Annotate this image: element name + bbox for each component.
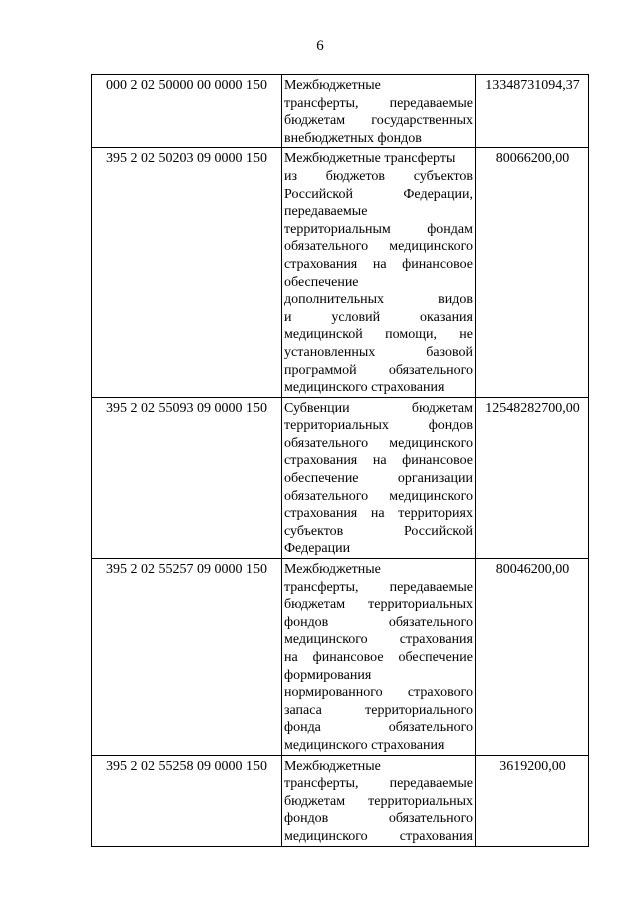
description-line: внебюджетных фондов <box>284 130 422 146</box>
description-line: страхования на территориях <box>284 506 473 522</box>
amount-cell: 80066200,00 <box>476 148 589 397</box>
description-line: бюджетам территориальных <box>284 793 473 809</box>
description-line: трансферты, передаваемые <box>284 95 473 111</box>
page-number: 6 <box>316 38 324 54</box>
table-row <box>92 75 589 148</box>
description-line: Межбюджетные <box>284 758 381 774</box>
budget-table <box>91 74 589 847</box>
description-line: бюджетам государственных <box>284 113 473 129</box>
description-line: субъектов Российской <box>284 523 473 539</box>
description-cell <box>282 397 476 558</box>
description-line: территориальных фондов <box>284 418 473 434</box>
description-line: нормированного страхового <box>284 685 473 701</box>
description-line: Межбюджетные <box>284 562 381 578</box>
description-line: бюджетам территориальных <box>284 597 473 613</box>
description-line: обязательного медицинского <box>284 239 473 255</box>
description-line: Межбюджетные <box>284 78 381 93</box>
description-line: запаса территориального <box>284 702 473 718</box>
table-row <box>92 755 589 846</box>
budget-code-cell: 000 2 02 50000 00 0000 150 <box>92 75 282 148</box>
description-line: дополнительных видов <box>284 292 473 308</box>
description-line: медицинской помощи, не <box>284 327 473 343</box>
description-line: обязательного медицинского <box>284 435 473 451</box>
description-line: медицинского страхования <box>284 828 473 844</box>
table-row <box>92 397 589 558</box>
description-line: трансферты, передаваемые <box>284 579 473 595</box>
description-line: страхования на финансовое <box>284 256 473 272</box>
description-line: Российской Федерации, <box>284 186 473 202</box>
description-line: медицинского страхования <box>284 737 445 753</box>
description-line: формирования <box>284 667 372 683</box>
description-cell <box>282 559 476 756</box>
description-line: обязательного медицинского <box>284 488 473 504</box>
description-line: фонда обязательного <box>284 720 473 736</box>
description-line: установленных базовой <box>284 344 473 360</box>
amount-cell: 13348731094,37 <box>476 75 589 148</box>
description-cell <box>282 148 476 397</box>
description-line: Межбюджетные трансферты <box>284 151 456 167</box>
amount-cell: 80046200,00 <box>476 559 589 756</box>
budget-code-cell: 395 2 02 55257 09 0000 150 <box>92 559 282 756</box>
budget-code-cell: 395 2 02 55258 09 0000 150 <box>92 755 282 846</box>
amount-cell: 12548282700,00 <box>476 397 589 558</box>
description-line: на финансовое обеспечение <box>284 650 473 665</box>
description-line: территориальным фондам <box>284 221 473 237</box>
description-line: передаваемые <box>284 204 368 220</box>
amount-cell: 3619200,00 <box>476 755 589 846</box>
description-cell <box>282 75 476 148</box>
description-line: фондов обязательного <box>284 614 473 630</box>
budget-code-cell: 395 2 02 55093 09 0000 150 <box>92 397 282 558</box>
description-line: обеспечение организации <box>284 471 473 487</box>
budget-code-cell: 395 2 02 50203 09 0000 150 <box>92 148 282 397</box>
description-line: и условий оказания <box>284 309 473 325</box>
description-line: обеспечение <box>284 274 359 290</box>
description-line: медицинского страхования <box>284 380 445 396</box>
description-line: из бюджетов субъектов <box>284 168 473 184</box>
table-row <box>92 559 589 756</box>
description-cell <box>282 755 476 846</box>
description-line: программой обязательного <box>284 362 473 378</box>
description-line: страхования на финансовое <box>284 453 473 469</box>
description-line: Субвенции бюджетам <box>284 400 473 416</box>
description-line: фондов обязательного <box>284 811 473 827</box>
description-line: Федерации <box>284 541 351 557</box>
description-line: медицинского страхования <box>284 632 473 648</box>
table-row <box>92 148 589 397</box>
description-line: трансферты, передаваемые <box>284 776 473 792</box>
